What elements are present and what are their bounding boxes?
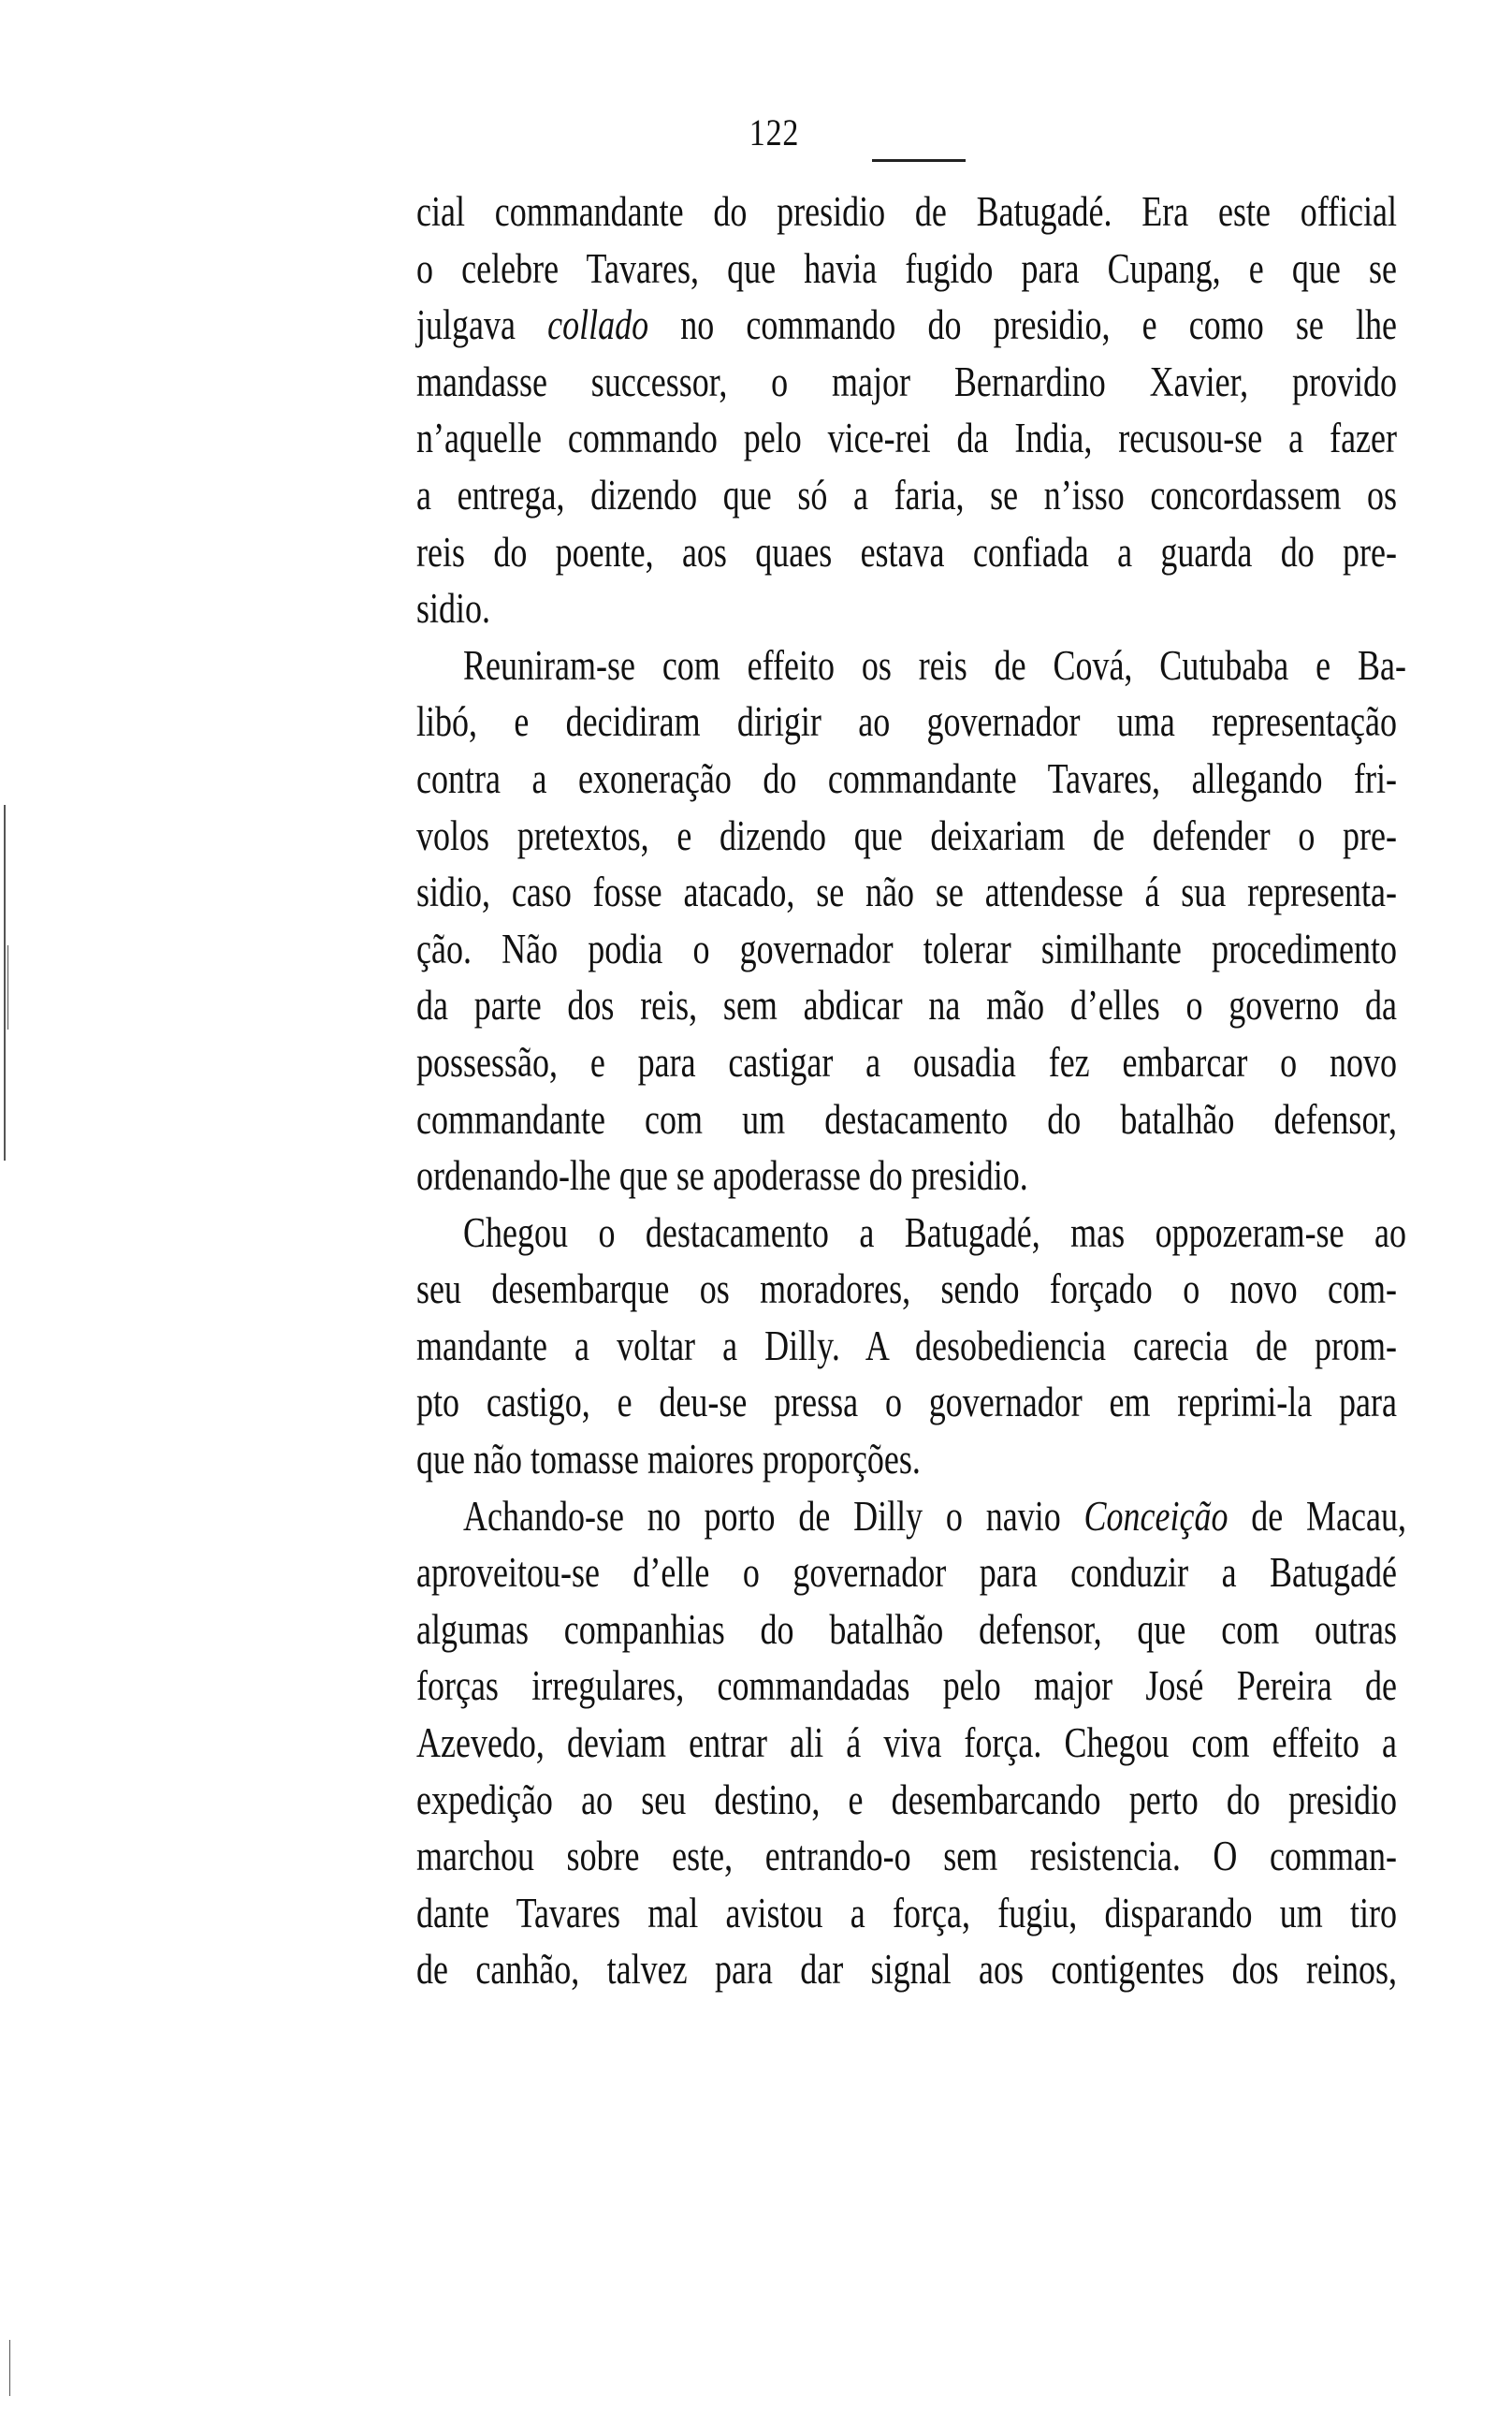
text-segment: julgava — [416, 301, 548, 349]
text-line — [416, 1431, 1397, 1488]
text-line — [416, 580, 1397, 637]
text-segment: algumas companhias do batalhão defensor, que com outras — [416, 1605, 1397, 1653]
text-line — [463, 637, 1406, 694]
text-segment: marchou sobre este, entrando-o sem resistencia. O comman- — [416, 1833, 1397, 1880]
page-number-text: 122 — [749, 111, 799, 153]
text-line — [416, 751, 1397, 808]
text-segment: que não tomasse maiores proporções. — [416, 1436, 921, 1483]
text-line — [416, 1544, 1397, 1601]
text-segment: contra a exoneração do commandante Tavares, allegando fri- — [416, 754, 1397, 802]
text-segment: dante Tavares mal avistou a força, fugiu, disparando um tiro — [416, 1889, 1397, 1936]
text-segment: n’aquelle commando pelo vice-rei da India, recusou-se a fazer — [416, 415, 1397, 462]
text-segment: volos pretextos, e dizendo que deixariam de defender o pre- — [416, 811, 1397, 859]
text-segment: Azevedo, deviam entrar ali á viva força. Chegou com effeito a — [416, 1719, 1397, 1767]
text-segment: pto castigo, e deu-se pressa o governador em reprimi-la para — [416, 1379, 1397, 1426]
text-line — [416, 1601, 1397, 1658]
text-segment: mandasse successor, o major Bernardino Xavier, provido — [416, 358, 1397, 405]
page-number — [0, 110, 1512, 154]
text-segment: forças irregulares, commandadas pelo major José Pereira de — [416, 1662, 1397, 1710]
text-segment: cial commandante do presidio de Batugadé. Era este official — [416, 188, 1397, 235]
text-segment: libó, e decidiram dirigir ao governador uma representação — [416, 698, 1397, 746]
body-text — [416, 183, 1512, 1998]
text-segment: aproveitou-se d’elle o governador para conduzir a Batugadé — [416, 1549, 1397, 1597]
paragraph — [416, 1488, 1512, 1998]
text-line — [416, 183, 1397, 241]
text-segment: mandante a voltar a Dilly. A desobediencia carecia de prom- — [416, 1322, 1397, 1369]
text-line — [416, 410, 1397, 467]
text-segment: o celebre Tavares, que havia fugido para Cupang, e que se — [416, 244, 1397, 292]
text-line — [416, 241, 1397, 298]
text-line — [416, 1091, 1397, 1148]
text-line — [416, 1715, 1397, 1772]
header-rule — [872, 159, 966, 162]
paragraph — [416, 637, 1512, 1205]
text-line — [416, 694, 1397, 751]
text-line — [416, 1147, 1397, 1205]
text-line — [416, 1772, 1397, 1829]
italic-text: Conceição — [1083, 1492, 1228, 1540]
text-line — [416, 1318, 1397, 1375]
text-segment: possessão, e para castigar a ousadia fez embarcar o novo — [416, 1038, 1397, 1086]
scan-edge-mark — [4, 805, 6, 1161]
scan-edge-mark — [9, 2340, 10, 2396]
text-segment: expedição ao seu destino, e desembarcando perto do presidio — [416, 1775, 1397, 1823]
text-line — [416, 1885, 1397, 1942]
text-segment: commandante com um destacamento do batalhão defensor, — [416, 1095, 1397, 1143]
text-segment: Reuniram-se com effeito os reis de Cová, Cutubaba e Ba- — [463, 641, 1406, 689]
text-line — [416, 1658, 1397, 1715]
paragraph — [416, 1205, 1512, 1488]
text-line — [416, 1034, 1397, 1091]
text-line — [416, 354, 1397, 411]
text-segment: de Macau, — [1228, 1492, 1407, 1540]
text-segment: de canhão, talvez para dar signal aos contigentes dos reinos, — [416, 1946, 1397, 1994]
scan-edge-mark — [7, 945, 8, 1030]
text-line — [416, 977, 1397, 1034]
text-line — [416, 864, 1397, 921]
text-line — [416, 1941, 1397, 1998]
text-segment: a entrega, dizendo que só a faria, se n’isso concordassem os — [416, 471, 1397, 519]
text-line — [416, 467, 1397, 524]
text-segment: sidio, caso fosse atacado, se não se attendesse á sua representa- — [416, 869, 1397, 916]
text-segment: reis do poente, aos quaes estava confiada a guarda do pre- — [416, 528, 1397, 576]
italic-text: collado — [547, 301, 649, 349]
text-segment: seu desembarque os moradores, sendo forçado o novo com- — [416, 1265, 1397, 1313]
text-line — [463, 1205, 1406, 1262]
text-line — [416, 297, 1397, 354]
text-segment: ção. Não podia o governador tolerar similhante procedimento — [416, 925, 1397, 972]
text-segment: ordenando-lhe que se apoderasse do presidio. — [416, 1152, 1028, 1200]
paragraph — [416, 183, 1512, 637]
text-line — [416, 1374, 1397, 1431]
text-segment: da parte dos reis, sem abdicar na mão d’elles o governo da — [416, 982, 1397, 1030]
text-segment: Achando-se no porto de Dilly o navio — [463, 1492, 1084, 1540]
text-line — [416, 524, 1397, 581]
text-line — [416, 1828, 1397, 1885]
text-line — [463, 1488, 1406, 1545]
text-line — [416, 921, 1397, 978]
text-line — [416, 808, 1397, 865]
text-line — [416, 1261, 1397, 1318]
text-segment: Chegou o destacamento a Batugadé, mas oppozeram-se ao — [463, 1208, 1406, 1256]
text-segment: no commando do presidio, e como se lhe — [648, 301, 1398, 349]
text-segment: sidio. — [416, 585, 491, 633]
